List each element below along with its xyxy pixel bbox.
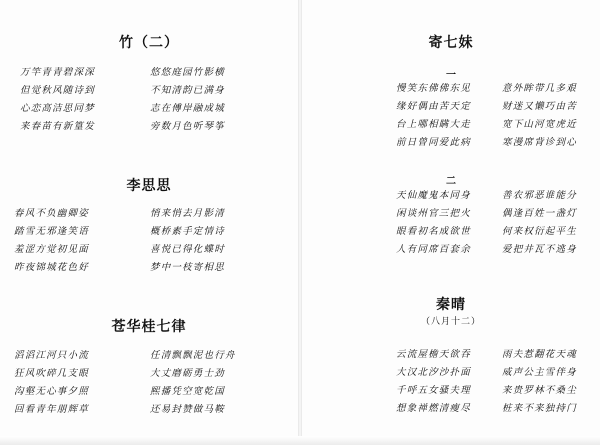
poem-line: 偶逢百姓一盏灯: [502, 208, 577, 219]
poem-line: 台上哪相瞒大走: [396, 119, 471, 130]
poem-column-right: [502, 346, 577, 418]
poem-column-left: [396, 80, 471, 152]
poem-line: 悠悠庭园竹影横: [150, 67, 225, 78]
poem-column-right: [150, 64, 225, 136]
poem-line: 闲谈州官三把火: [396, 208, 471, 219]
poem-line: 羞涩方觉初见面: [14, 244, 89, 255]
poem-line: 不知清韵已满身: [150, 85, 225, 96]
poem-line: 千呼五女骚夫理: [396, 385, 471, 396]
poem-column-right: [150, 347, 236, 419]
poem-title: 寄七妹: [428, 35, 474, 51]
poem-column-right: [150, 205, 225, 277]
poem-line: 寒漫席背诊到心: [502, 137, 577, 148]
left-page: [0, 0, 298, 445]
poem-line: 前日曾同爱此病: [396, 137, 471, 148]
poem-line: 来春苗有新篁发: [20, 121, 95, 132]
poem-line: 狂风吹碎几支眼: [14, 368, 89, 379]
poem-line: 桩来不来独持门: [502, 403, 577, 414]
poem-line: 善农邪恶谁能分: [502, 190, 577, 201]
section-number: 二: [446, 176, 456, 187]
poem-line: 大汉北汐沙扑面: [396, 367, 471, 378]
poem-line: 熙播凭空宽乾国: [150, 386, 225, 397]
poem-line: 心恋高洁思同梦: [20, 103, 95, 114]
poem-column-right: [502, 80, 577, 152]
poem-line: 天仙魔鬼本同身: [396, 190, 471, 201]
poem-column-right: [502, 187, 577, 259]
poem-title: 竹（二）: [119, 35, 179, 51]
poem-line: 踏雪无邪逢笑语: [14, 226, 89, 237]
right-page: [302, 0, 600, 445]
poem-line: 昨夜锦城花色好: [14, 262, 89, 273]
poem-line: 春风不负幽卿姿: [14, 208, 89, 219]
poem-line: 大丈磨砺勇士劲: [150, 368, 225, 379]
poem-line: 回看青年朋辉草: [14, 404, 89, 415]
poem-line: 缘好偶由苦天定: [396, 101, 471, 112]
poem-line: 想象禅燃清瘦尽: [396, 403, 471, 414]
poem-title: 秦晴: [436, 297, 466, 313]
poem-line: 何来权衍起平生: [502, 226, 577, 237]
poem-title: 苍华桂七律: [111, 319, 187, 335]
poem-line: 还易封赞做马鞍: [150, 404, 225, 415]
poem-column-left: [20, 64, 95, 136]
poem-line: 雨夫惹翻花天魂: [502, 349, 577, 360]
poem-line: 慢笑东佛佛东见: [396, 83, 471, 94]
page-bottom-edge: [0, 436, 600, 445]
poem-column-left: [396, 187, 471, 259]
poem-line: 沟壑无心事夕照: [14, 386, 89, 397]
poem-line: 宽下山河宽虎近: [502, 119, 577, 130]
poem-column-left: [14, 347, 89, 419]
poem-line: 云流屋檐天欲吞: [396, 349, 471, 360]
poem-line: 喜悦已得化蝶时: [150, 244, 225, 255]
poem-column-left: [396, 346, 471, 418]
section-number: 一: [446, 70, 456, 81]
poem-line: 志在傅岸融成城: [150, 103, 225, 114]
poem-line: 意外眸带几多艰: [502, 83, 577, 94]
poem-line: 人有同席百套余: [396, 244, 471, 255]
poem-line: 威声公主雪伴身: [502, 367, 577, 378]
poem-date: （八月十二）: [420, 317, 481, 327]
poem-line: 万竿青青碧深深: [20, 67, 95, 78]
poem-line: 财迷又懒巧由苦: [502, 101, 577, 112]
poem-column-left: [14, 205, 89, 277]
poem-line: 悄来悄去月影清: [150, 208, 225, 219]
poem-line: 旁数月色听琴筝: [150, 121, 225, 132]
poem-line: 滔滔江河只小流: [14, 350, 89, 361]
poem-line: 概桥素手定情诗: [150, 226, 225, 237]
poem-line: 但觉秋风随诗到: [20, 85, 95, 96]
poem-title: 李思思: [126, 178, 172, 194]
poem-line: 梦中一枝寄相思: [150, 262, 225, 273]
poem-line: 爱把井瓦不逃身: [502, 244, 577, 255]
poem-line: 来贵罗林不桑尘: [502, 385, 577, 396]
poem-line: 眼看初名成欲世: [396, 226, 471, 237]
poem-line: 任清飘飘泥也行舟: [150, 350, 236, 361]
